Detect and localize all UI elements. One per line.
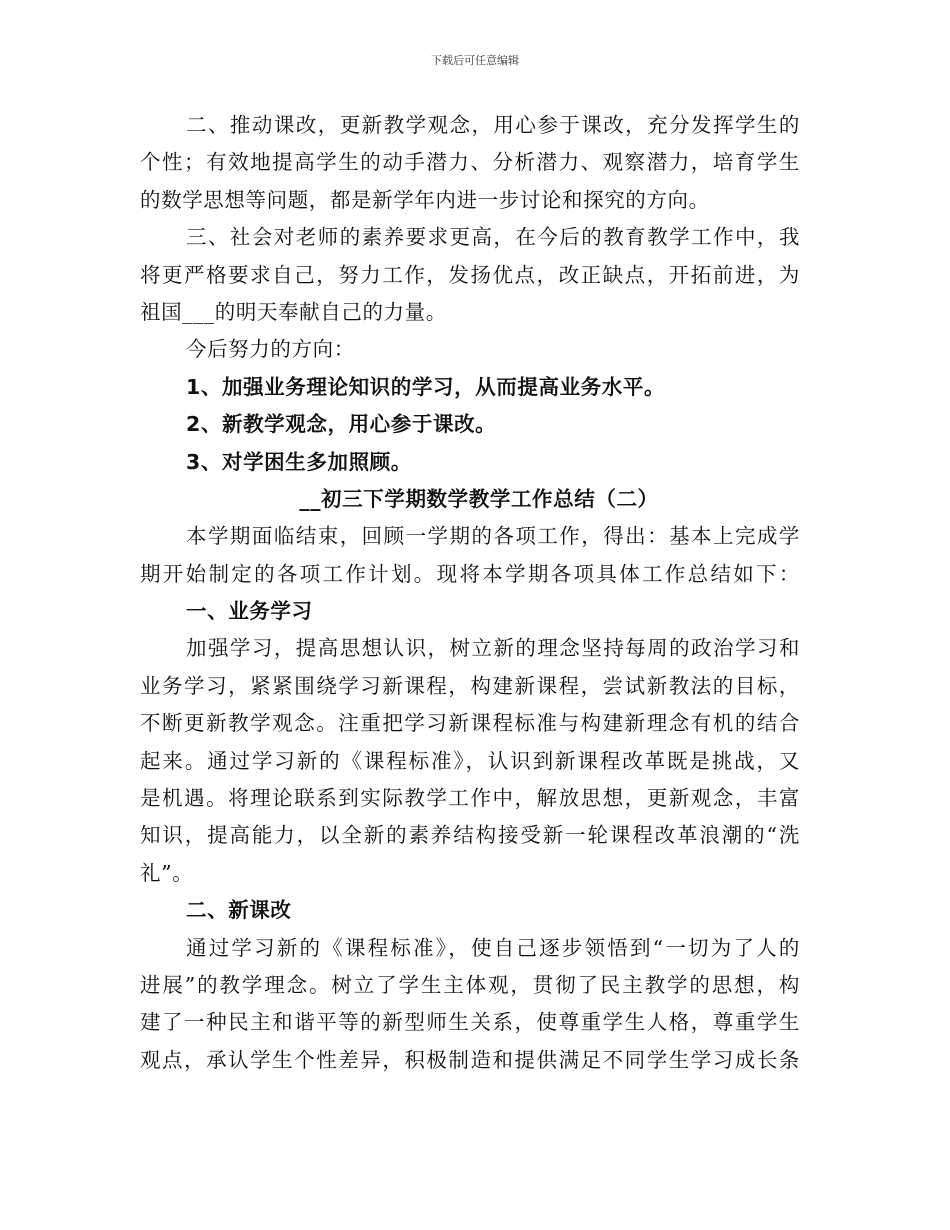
- heading-business-study: 一、业务学习: [186, 599, 313, 624]
- text-line: 的数学思想等问题，都是新学年内进一步讨论和探究的方向。: [140, 187, 710, 212]
- text-line: 礼”。: [140, 860, 194, 885]
- text-line: 个性；有效地提高学生的动手潜力、分析潜力、观察潜力，培育学生: [140, 150, 800, 175]
- page-header: 下载后可任意编辑: [431, 54, 519, 67]
- text-line: 不断更新教学观念。注重把学习新课程标准与构建新理念有机的结合: [140, 711, 800, 736]
- paragraph-reform: [140, 107, 800, 219]
- text-line: 本学期面临结束，回顾一学期的各项工作，得出：基本上完成学: [186, 524, 800, 549]
- text-line: 祖国___的明天奉献自己的力量。: [140, 299, 447, 324]
- paragraph-business-study: [140, 630, 800, 892]
- text-line: 期开始制定的各项工作计划。现将本学期各项具体工作总结如下：: [140, 561, 800, 586]
- text-line: 起来。通过学习新的《课程标准》，认识到新课程改革既是挑战，又: [140, 748, 800, 773]
- heading-new-reform: 二、新课改: [186, 898, 292, 923]
- direction-list: [140, 369, 800, 481]
- text-line: 建了一种民主和谐平等的新型师生关系，使尊重学生人格，尊重学生: [140, 1010, 800, 1035]
- section-title: __初三下学期数学教学工作总结（二）: [299, 486, 659, 511]
- list-item: 1、加强业务理论知识的学习，从而提高业务水平。: [186, 374, 666, 399]
- document-body: [140, 107, 800, 1079]
- text-line: 进展”的教学理念。树立了学生主体观，贯彻了民主教学的思想，构: [140, 972, 800, 997]
- text-line: 通过学习新的《课程标准》，使自己逐步领悟到“一切为了人的: [186, 935, 800, 960]
- paragraph-intro: [140, 518, 800, 593]
- text-line: 将更严格要求自己，努力工作，发扬优点，改正缺点，开拓前进，为: [140, 262, 800, 287]
- list-item: 2、新教学观念，用心参于课改。: [186, 412, 497, 437]
- paragraph-new-reform: [140, 930, 800, 1080]
- list-item: 3、对学困生多加照顾。: [186, 449, 412, 474]
- text-line: 加强学习，提高思想认识，树立新的理念坚持每周的政治学习和: [186, 636, 800, 661]
- text-line: 二、推动课改，更新教学观念，用心参于课改，充分发挥学生的: [186, 113, 800, 137]
- text-line: 三、社会对老师的素养要求更高，在今后的教育教学工作中，我: [186, 225, 800, 250]
- text-line: 观点，承认学生个性差异，积极制造和提供满足不同学生学习成长条: [140, 1047, 800, 1072]
- text-line: 业务学习，紧紧围绕学习新课程，构建新课程，尝试新教法的目标，: [140, 673, 800, 698]
- direction-label: 今后努力的方向：: [186, 337, 355, 362]
- text-line: 知识，提高能力，以全新的素养结构接受新一轮课程改革浪潮的“洗: [140, 823, 800, 848]
- text-line: 是机遇。将理论联系到实际教学工作中，解放思想，更新观念，丰富: [140, 786, 800, 811]
- paragraph-requirements: [140, 219, 800, 331]
